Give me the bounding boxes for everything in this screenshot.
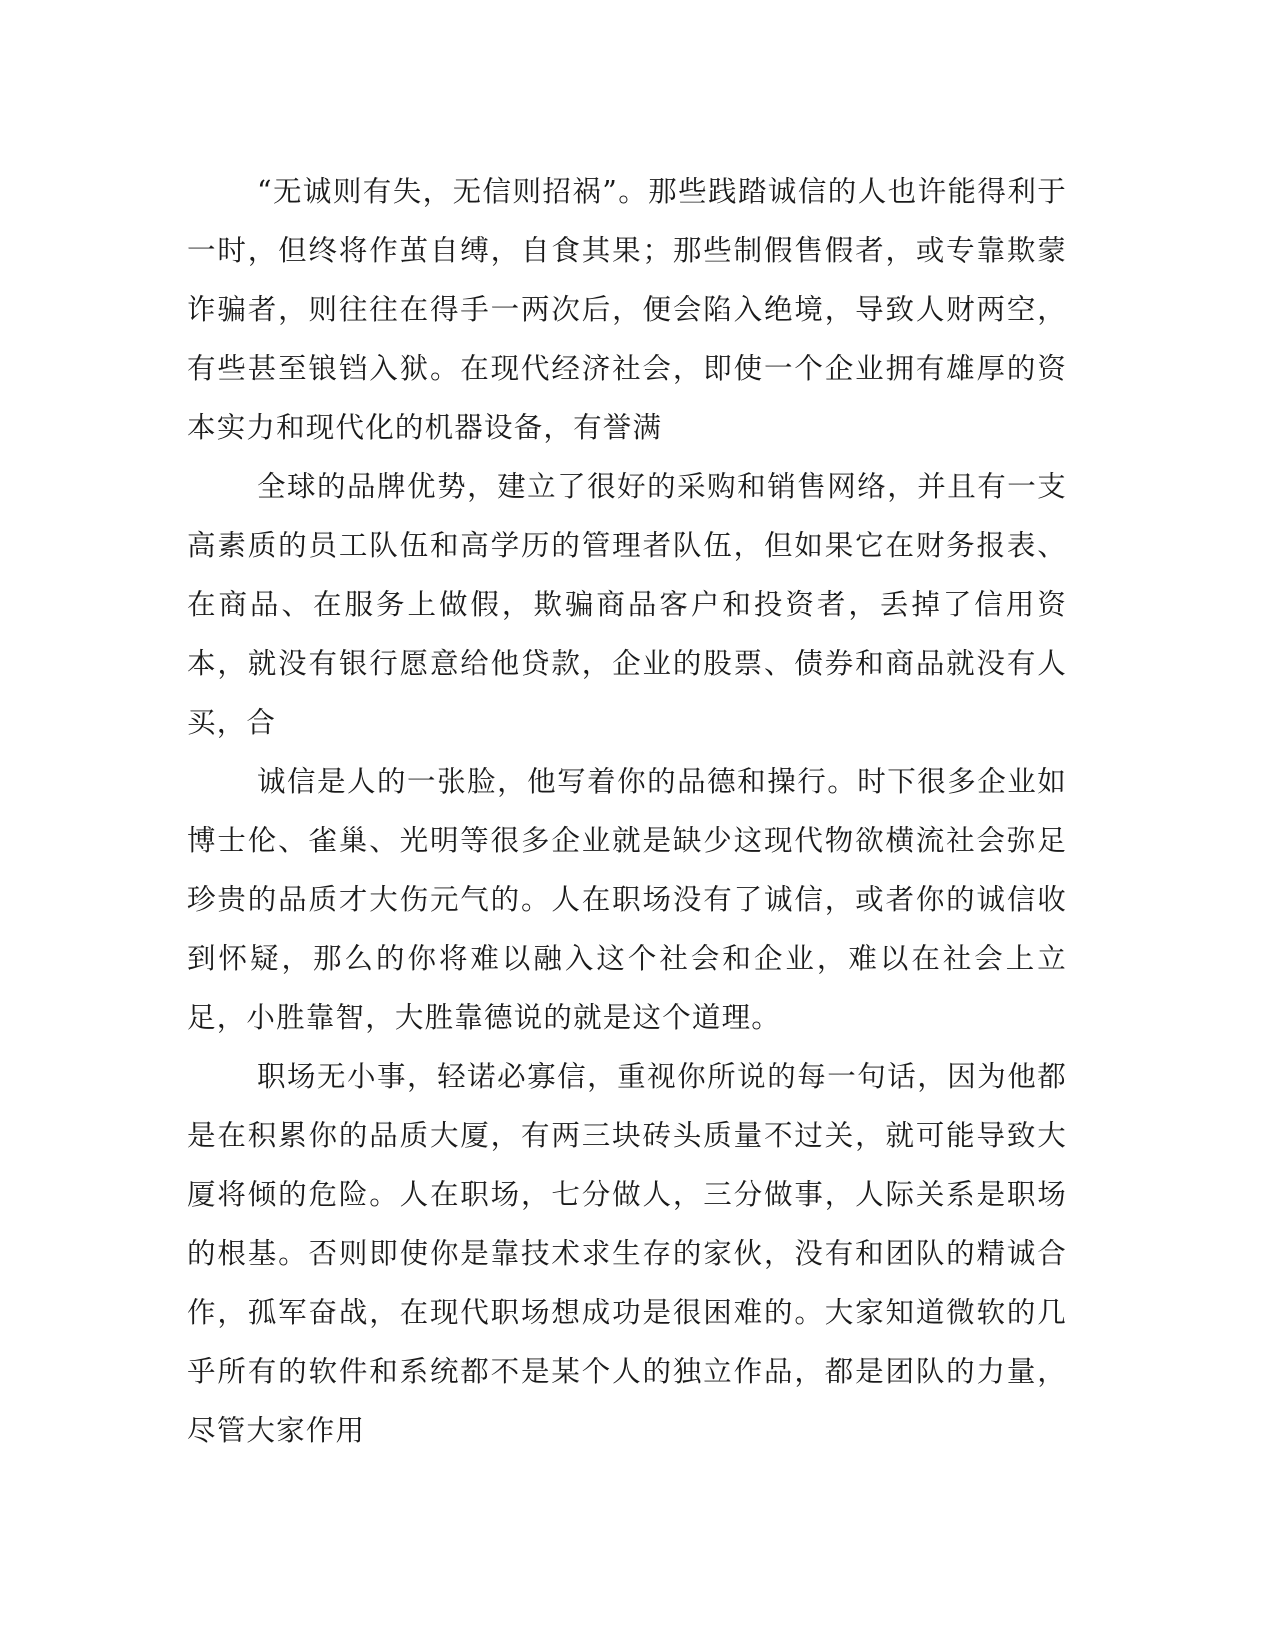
document-body — [187, 162, 1067, 1460]
paragraph-2: 全球的品牌优势，建立了很好的采购和销售网络，并且有一支高素质的员工队伍和高学历的管理者队伍，但如果它在财务报表、在商品、在服务上做假，欺骗商品客户和投资者，丢掉了信用资本，就没有银行愿意给他贷款，企业的股票、债券和商品就没有人买，合 — [187, 470, 1067, 739]
paragraph-3: 诚信是人的一张脸，他写着你的品德和操行。时下很多企业如博士伦、雀巢、光明等很多企业就是缺少这现代物欲横流社会弥足珍贵的品质才大伤元气的。人在职场没有了诚信，或者你的诚信收到怀疑，那么的你将难以融入这个社会和企业，难以在社会上立足，小胜靠智，大胜靠德说的就是这个道理。 — [187, 765, 1067, 1034]
paragraph-4: 职场无小事，轻诺必寡信，重视你所说的每一句话，因为他都是在积累你的品质大厦，有两三块砖头质量不过关，就可能导致大厦将倾的危险。人在职场，七分做人，三分做事，人际关系是职场的根基。否则即使你是靠技术求生存的家伙，没有和团队的精诚合作，孤军奋战，在现代职场想成功是很困难的。大家知道微软的几乎所有的软件和系统都不是某个人的独立作品，都是团队的力量，尽管大家作用 — [187, 1060, 1067, 1447]
paragraph-1: “无诚则有失，无信则招祸”。那些践踏诚信的人也许能得利于一时，但终将作茧自缚，自食其果；那些制假售假者，或专靠欺蒙诈骗者，则往往在得手一两次后，便会陷入绝境，导致人财两空，有些甚至锒铛入狱。在现代经济社会，即使一个企业拥有雄厚的资本实力和现代化的机器设备，有誉满 — [187, 175, 1067, 444]
